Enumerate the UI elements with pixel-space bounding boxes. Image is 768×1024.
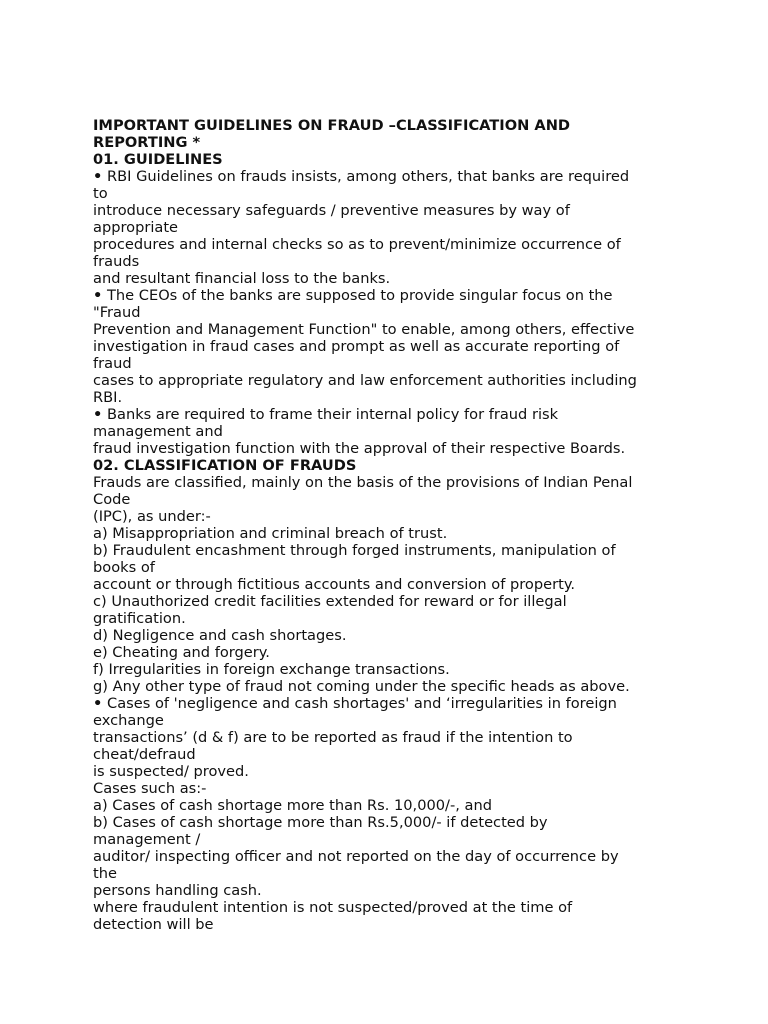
section-heading-guidelines: 01. GUIDELINES: [93, 151, 223, 168]
paragraph-line: exchange: [93, 712, 164, 729]
bullet-icon: •: [93, 695, 103, 712]
paragraph-line: a) Cases of cash shortage more than Rs. 10,000/-, and: [93, 797, 492, 814]
paragraph-text: Cases of 'negligence and cash shortages' and ‘irregularities in foreign: [107, 695, 617, 712]
paragraph-line: "Fraud: [93, 304, 141, 321]
paragraph-line: fraud investigation function with the approval of their respective Boards.: [93, 440, 626, 457]
paragraph-line: fraud: [93, 355, 132, 372]
list-item: books of: [93, 559, 155, 576]
paragraph-line: Prevention and Management Function" to enable, among others, effective: [93, 321, 635, 338]
document-title-line: IMPORTANT GUIDELINES ON FRAUD –CLASSIFICATION AND: [93, 117, 571, 134]
list-item: c) Unauthorized credit facilities extended for reward or for illegal: [93, 593, 567, 610]
paragraph-line: cases to appropriate regulatory and law enforcement authorities including: [93, 372, 637, 389]
paragraph-line: (IPC), as under:-: [93, 508, 211, 525]
bullet-line: [93, 168, 733, 185]
paragraph-line: b) Cases of cash shortage more than Rs.5,000/- if detected by: [93, 814, 548, 831]
paragraph-line: and resultant financial loss to the banks.: [93, 270, 391, 287]
paragraph-line: Code: [93, 491, 131, 508]
paragraph-line: transactions’ (d & f) are to be reported as fraud if the intention to: [93, 729, 573, 746]
bullet-line: [93, 695, 733, 712]
bullet-icon: •: [93, 287, 103, 304]
bullet-icon: •: [93, 168, 103, 185]
paragraph-line: RBI.: [93, 389, 123, 406]
paragraph-line: appropriate: [93, 219, 179, 236]
paragraph-line: management /: [93, 831, 201, 848]
list-item: a) Misappropriation and criminal breach of trust.: [93, 525, 448, 542]
paragraph-text: The CEOs of the banks are supposed to provide singular focus on the: [107, 287, 613, 304]
document-body: [93, 117, 733, 933]
list-item: d) Negligence and cash shortages.: [93, 627, 347, 644]
paragraph-line: where fraudulent intention is not suspected/proved at the time of: [93, 899, 573, 916]
paragraph-line: persons handling cash.: [93, 882, 262, 899]
bullet-icon: •: [93, 406, 103, 423]
list-item: e) Cheating and forgery.: [93, 644, 270, 661]
paragraph-line: Cases such as:-: [93, 780, 207, 797]
paragraph-line: detection will be: [93, 916, 214, 933]
paragraph-text: Banks are required to frame their internal policy for fraud risk: [107, 406, 559, 423]
paragraph-line: management and: [93, 423, 223, 440]
paragraph-line: investigation in fraud cases and prompt as well as accurate reporting of: [93, 338, 620, 355]
paragraph-line: frauds: [93, 253, 140, 270]
list-item: b) Fraudulent encashment through forged instruments, manipulation of: [93, 542, 616, 559]
paragraph-line: is suspected/ proved.: [93, 763, 249, 780]
paragraph-line: auditor/ inspecting officer and not reported on the day of occurrence by: [93, 848, 619, 865]
section-heading-classification: 02. CLASSIFICATION OF FRAUDS: [93, 457, 357, 474]
list-item: g) Any other type of fraud not coming under the specific heads as above.: [93, 678, 630, 695]
paragraph-line: to: [93, 185, 108, 202]
paragraph-line: cheat/defraud: [93, 746, 196, 763]
paragraph-line: the: [93, 865, 117, 882]
document-title-line: REPORTING *: [93, 134, 201, 151]
paragraph-line: procedures and internal checks so as to prevent/minimize occurrence of: [93, 236, 621, 253]
list-item: f) Irregularities in foreign exchange transactions.: [93, 661, 450, 678]
bullet-line: [93, 287, 733, 304]
paragraph-line: Frauds are classified, mainly on the basis of the provisions of Indian Penal: [93, 474, 633, 491]
list-item: account or through fictitious accounts and conversion of property.: [93, 576, 576, 593]
list-item: gratification.: [93, 610, 186, 627]
bullet-line: [93, 406, 733, 423]
paragraph-text: RBI Guidelines on frauds insists, among others, that banks are required: [107, 168, 630, 185]
paragraph-line: introduce necessary safeguards / preventive measures by way of: [93, 202, 570, 219]
